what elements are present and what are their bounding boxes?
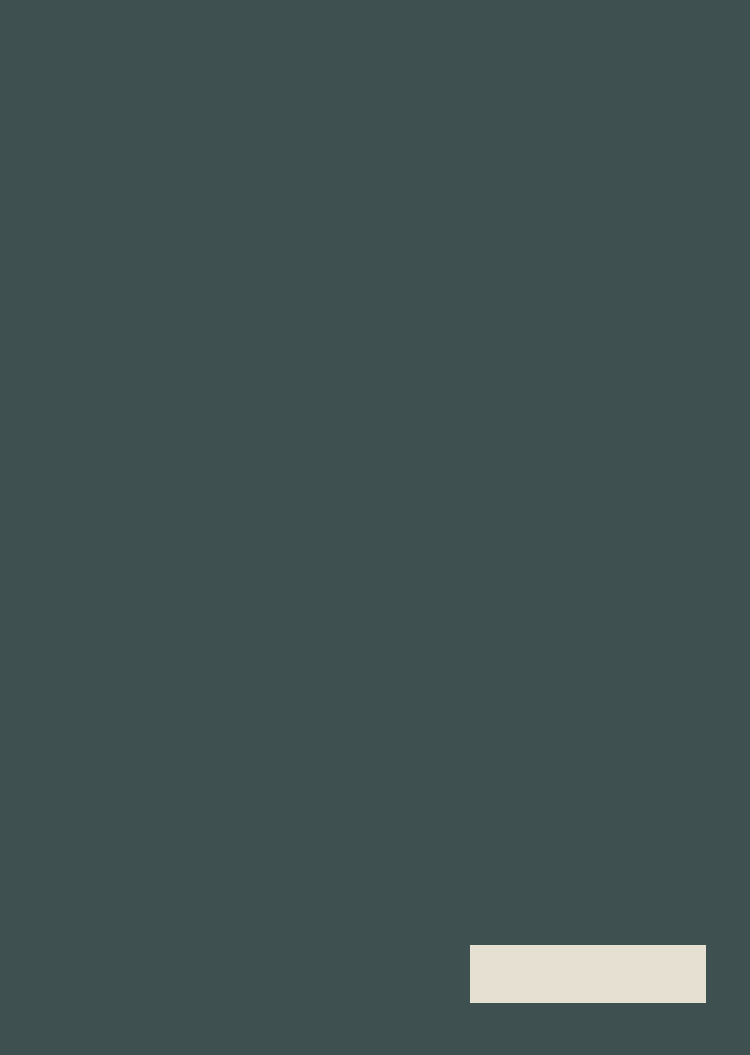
title-plate [470,945,706,1003]
kanji-logo [646,947,700,1001]
